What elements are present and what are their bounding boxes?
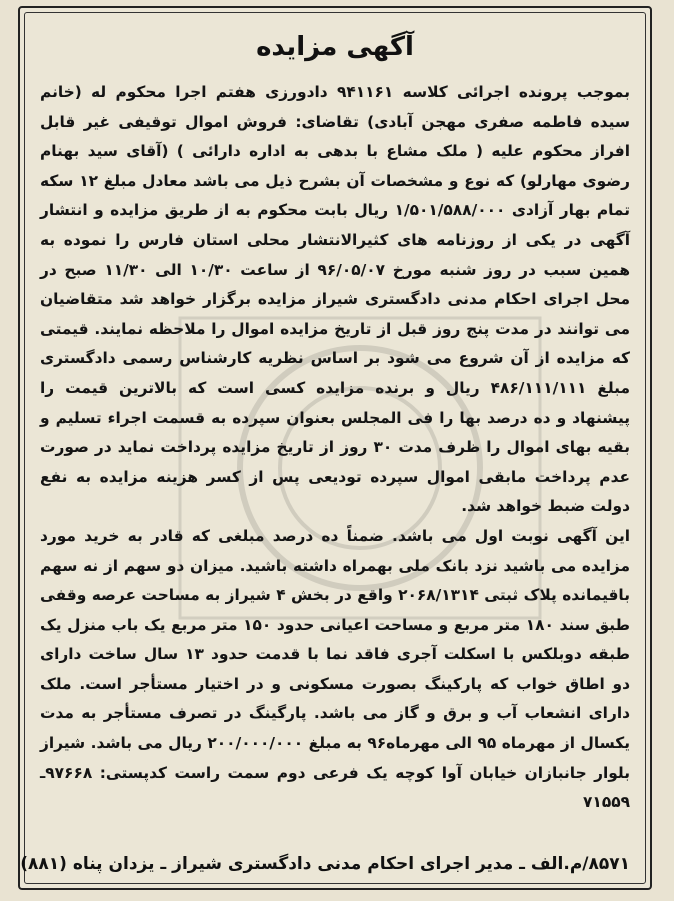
notice-body bbox=[40, 78, 630, 818]
notice-frame bbox=[18, 6, 652, 890]
notice-title: آگهی مزایده bbox=[256, 32, 414, 62]
notice-footer-signature: ۸۵۷۱/م.الف ـ مدیر اجرای احکام مدنی دادگستری شیراز ـ یزدان پناه (۸۸۱) bbox=[20, 854, 630, 874]
notice-paragraph-1: بموجب پرونده اجرائی کلاسه ۹۴۱۱۶۱ دادورزی هفتم اجرا محکوم له (خانم سیده فاطمه صفری مهجن آبادی) تقاضای: فروش اموال توقیفی غیر قابل افراز محکوم علیه ( ملک مشاع با بدهی به اداره دارائی ) (آقای سید بهنام رضوی مهارلو) که نوع و مشخصات آن بشرح ذیل می باشد معادل مبلغ ۱۲ سکه تمام بهار آزادی ۱/۵۰۱/۵۸۸/۰۰۰ ریال بابت محکوم به از طریق مزایده و انتشار آگهی در یکی از روزنامه های کثیرالانتشار محلی استان فارس را نموده به همین سبب در روز شنبه مورخ ۹۶/۰۵/۰۷ از ساعت ۱۰/۳۰ الی ۱۱/۳۰ صبح در محل اجرای احکام مدنی دادگستری شیراز مزایده برگزار خواهد شد متقاضیان می توانند در مدت پنج روز قبل از تاریخ مزایده اموال را ملاحظه نمایند. قیمتی که مزایده از آن شروع می شود بر اساس نظریه کارشناس رسمی دادگستری مبلغ ۴۸۶/۱۱۱/۱۱۱ ریال و برنده مزایده کسی است که بالاترین قیمت را پیشنهاد و ده درصد بها را فی المجلس بعنوان سپرده به قسمت اجراء تسلیم و بقیه بهای اموال را ظرف مدت ۳۰ روز از تاریخ مزایده پرداخت نماید در صورت عدم پرداخت مابقی اموال سپرده تودیعی پس از کسر هزینه مزایده به نفع دولت ضبط خواهد شد. bbox=[40, 83, 631, 516]
notice-paragraph-2: این آگهی نوبت اول می باشد. ضمناً ده درصد مبلغی که قادر به خرید مورد مزایده می باشید نزد بانک ملی بهمراه داشته باشید. میزان دو سهم از نه سهم باقیمانده پلاک ثبتی ۲۰۶۸/۱۳۱۴ واقع در بخش ۴ شیراز به مساحت عرصه وقفی طبق سند ۱۸۰ متر مربع و مساحت اعیانی حدود ۱۵۰ متر مربع یک باب منزل یک طبقه دوبلکس با اسکلت آجری فاقد نما با قدمت حدود ۱۳ سال ساخت دارای دو اطاق خواب که پارکینگ بصورت مسکونی و در اختیار مستأجر است. ملک دارای انشعاب آب و برق و گاز می باشد. پارگینگ در تصرف مستأجر به مدت یکسال از مهرماه ۹۵ الی مهرماه۹۶ به مبلغ ۲۰۰/۰۰۰/۰۰۰ ریال می باشد. شیراز بلوار جانبازان خیابان آوا کوچه یک فرعی دوم سمت راست کدپستی: ۹۷۶۶۸ـ ۷۱۵۵۹ bbox=[40, 526, 631, 812]
